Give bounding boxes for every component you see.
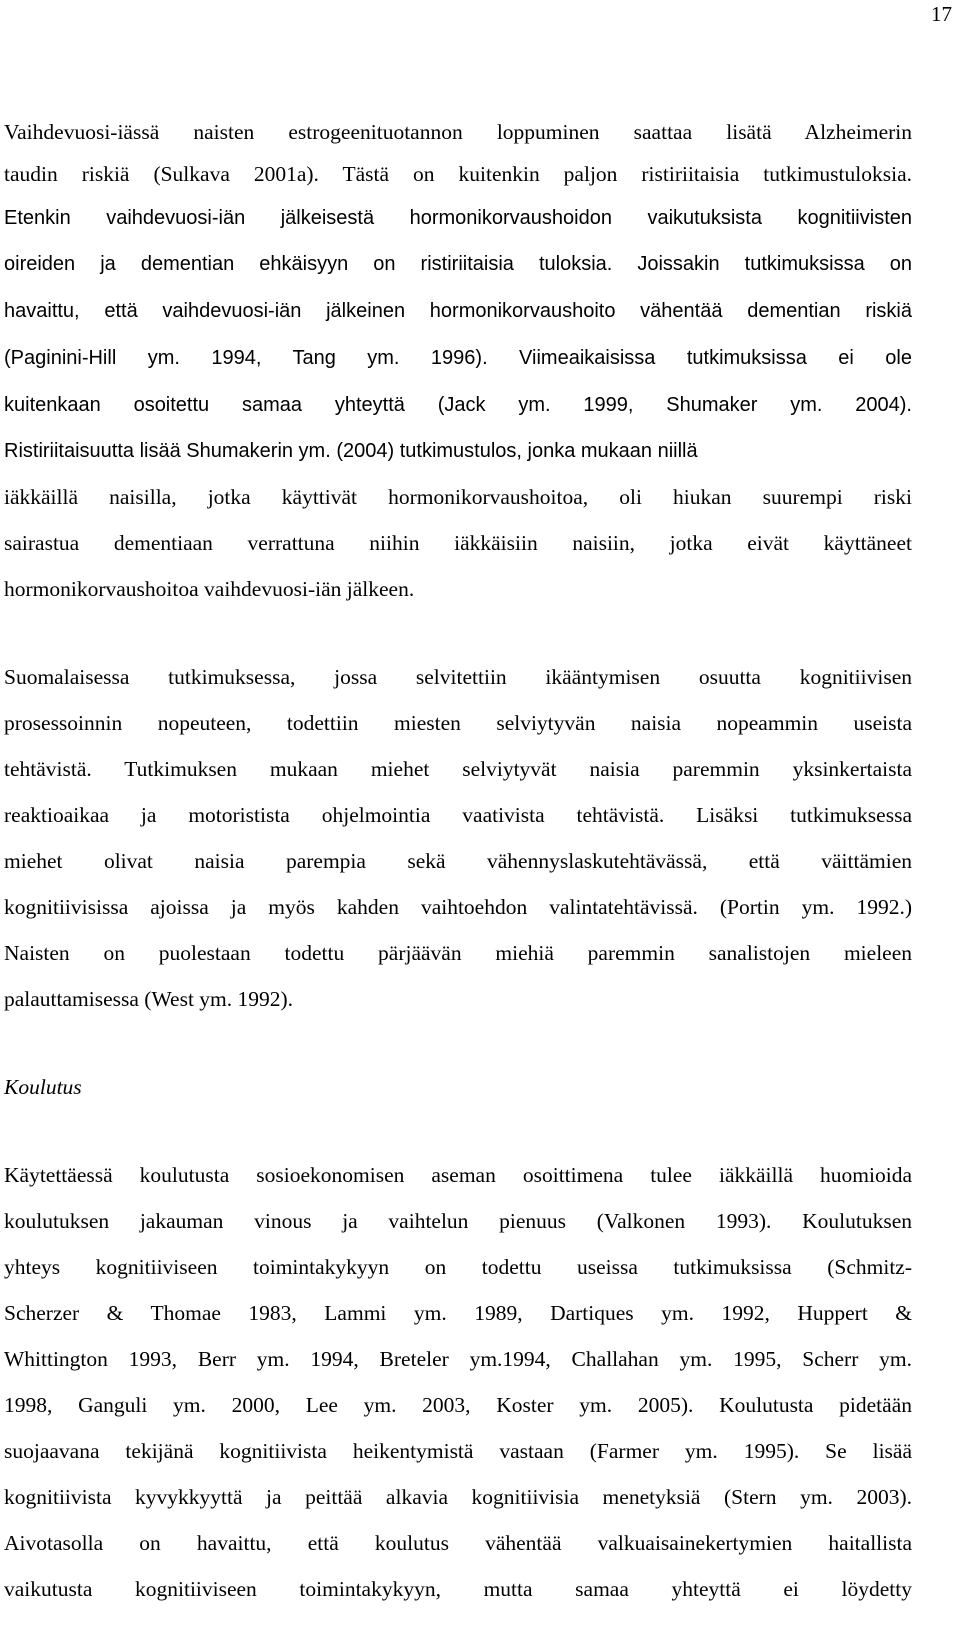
text-line: iäkkäillä naisilla, jotka käyttivät hormonikorvaushoitoa, oli hiukan suurempi riski: [4, 485, 912, 509]
text-line: sairastua dementiaan verrattuna niihin iäkkäisiin naisiin, jotka eivät käyttäneet: [4, 531, 912, 555]
text-line: Käytettäessä koulutusta sosioekonomisen aseman osoittimena tulee iäkkäillä huomioida: [4, 1163, 912, 1187]
text-line: Scherzer & Thomae 1983, Lammi ym. 1989, Dartiques ym. 1992, Huppert &: [4, 1301, 912, 1325]
text-line: Vaihdevuosi-iässä naisten estrogeenituotannon loppuminen saattaa lisätä Alzheimerin: [4, 120, 912, 144]
text-line: vaikutusta kognitiiviseen toimintakykyyn, mutta samaa yhteyttä ei löydetty: [4, 1577, 912, 1601]
text-line: Whittington 1993, Berr ym. 1994, Breteler ym.1994, Challahan ym. 1995, Scherr ym.: [4, 1347, 912, 1371]
text-line: (Paginini-Hill ym. 1994, Tang ym. 1996). Viimeaikaisissa tutkimuksissa ei ole: [4, 347, 912, 369]
text-line: tehtävistä. Tutkimuksen mukaan miehet selviytyvät naisia paremmin yksinkertaista: [4, 757, 912, 781]
text-line: reaktioaikaa ja motoristista ohjelmointia vaativista tehtävistä. Lisäksi tutkimuksessa: [4, 803, 912, 827]
text-line: Ristiriitaisuutta lisää Shumakerin ym. (2004) tutkimustulos, jonka mukaan niillä: [4, 440, 698, 462]
text-line: suojaavana tekijänä kognitiivista heikentymistä vastaan (Farmer ym. 1995). Se lisää: [4, 1439, 912, 1463]
text-line: kognitiivisissa ajoissa ja myös kahden vaihtoehdon valintatehtävissä. (Portin ym. 1992.): [4, 895, 912, 919]
text-line: kuitenkaan osoitettu samaa yhteyttä (Jack ym. 1999, Shumaker ym. 2004).: [4, 394, 912, 416]
text-line: palauttamisessa (West ym. 1992).: [4, 987, 294, 1011]
text-line: prosessoinnin nopeuteen, todettiin miesten selviytyvän naisia nopeammin useista: [4, 711, 912, 735]
text-line: yhteys kognitiiviseen toimintakykyyn on todettu useissa tutkimuksissa (Schmitz-: [4, 1255, 912, 1279]
text-line: Aivotasolla on havaittu, että koulutus vähentää valkuaisainekertymien haitallista: [4, 1531, 912, 1555]
text-line: Suomalaisessa tutkimuksessa, jossa selvitettiin ikääntymisen osuutta kognitiivisen: [4, 665, 912, 689]
text-line: havaittu, että vaihdevuosi-iän jälkeinen hormonikorvaushoito vähentää dementian riskiä: [4, 300, 912, 322]
text-line: kognitiivista kyvykkyyttä ja peittää alkavia kognitiivisia menetyksiä (Stern ym. 2003).: [4, 1485, 912, 1509]
text-line: koulutuksen jakauman vinous ja vaihtelun pienuus (Valkonen 1993). Koulutuksen: [4, 1209, 912, 1233]
text-line: Etenkin vaihdevuosi-iän jälkeisestä hormonikorvaushoidon vaikutuksista kognitiivisten: [4, 207, 912, 229]
text-line: 1998, Ganguli ym. 2000, Lee ym. 2003, Koster ym. 2005). Koulutusta pidetään: [4, 1393, 912, 1417]
section-heading: Koulutus: [4, 1075, 82, 1099]
text-line: oireiden ja dementian ehkäisyyn on ristiriitaisia tuloksia. Joissakin tutkimuksissa on: [4, 253, 912, 275]
page-number: 17: [931, 2, 952, 26]
text-line: miehet olivat naisia parempia sekä vähennyslaskutehtävässä, että väittämien: [4, 849, 912, 873]
text-line: Naisten on puolestaan todettu pärjäävän miehiä paremmin sanalistojen mieleen: [4, 941, 912, 965]
text-line: taudin riskiä (Sulkava 2001a). Tästä on kuitenkin paljon ristiriitaisia tutkimustuloksia.: [4, 162, 912, 186]
text-line: hormonikorvaushoitoa vaihdevuosi-iän jälkeen.: [4, 577, 415, 601]
